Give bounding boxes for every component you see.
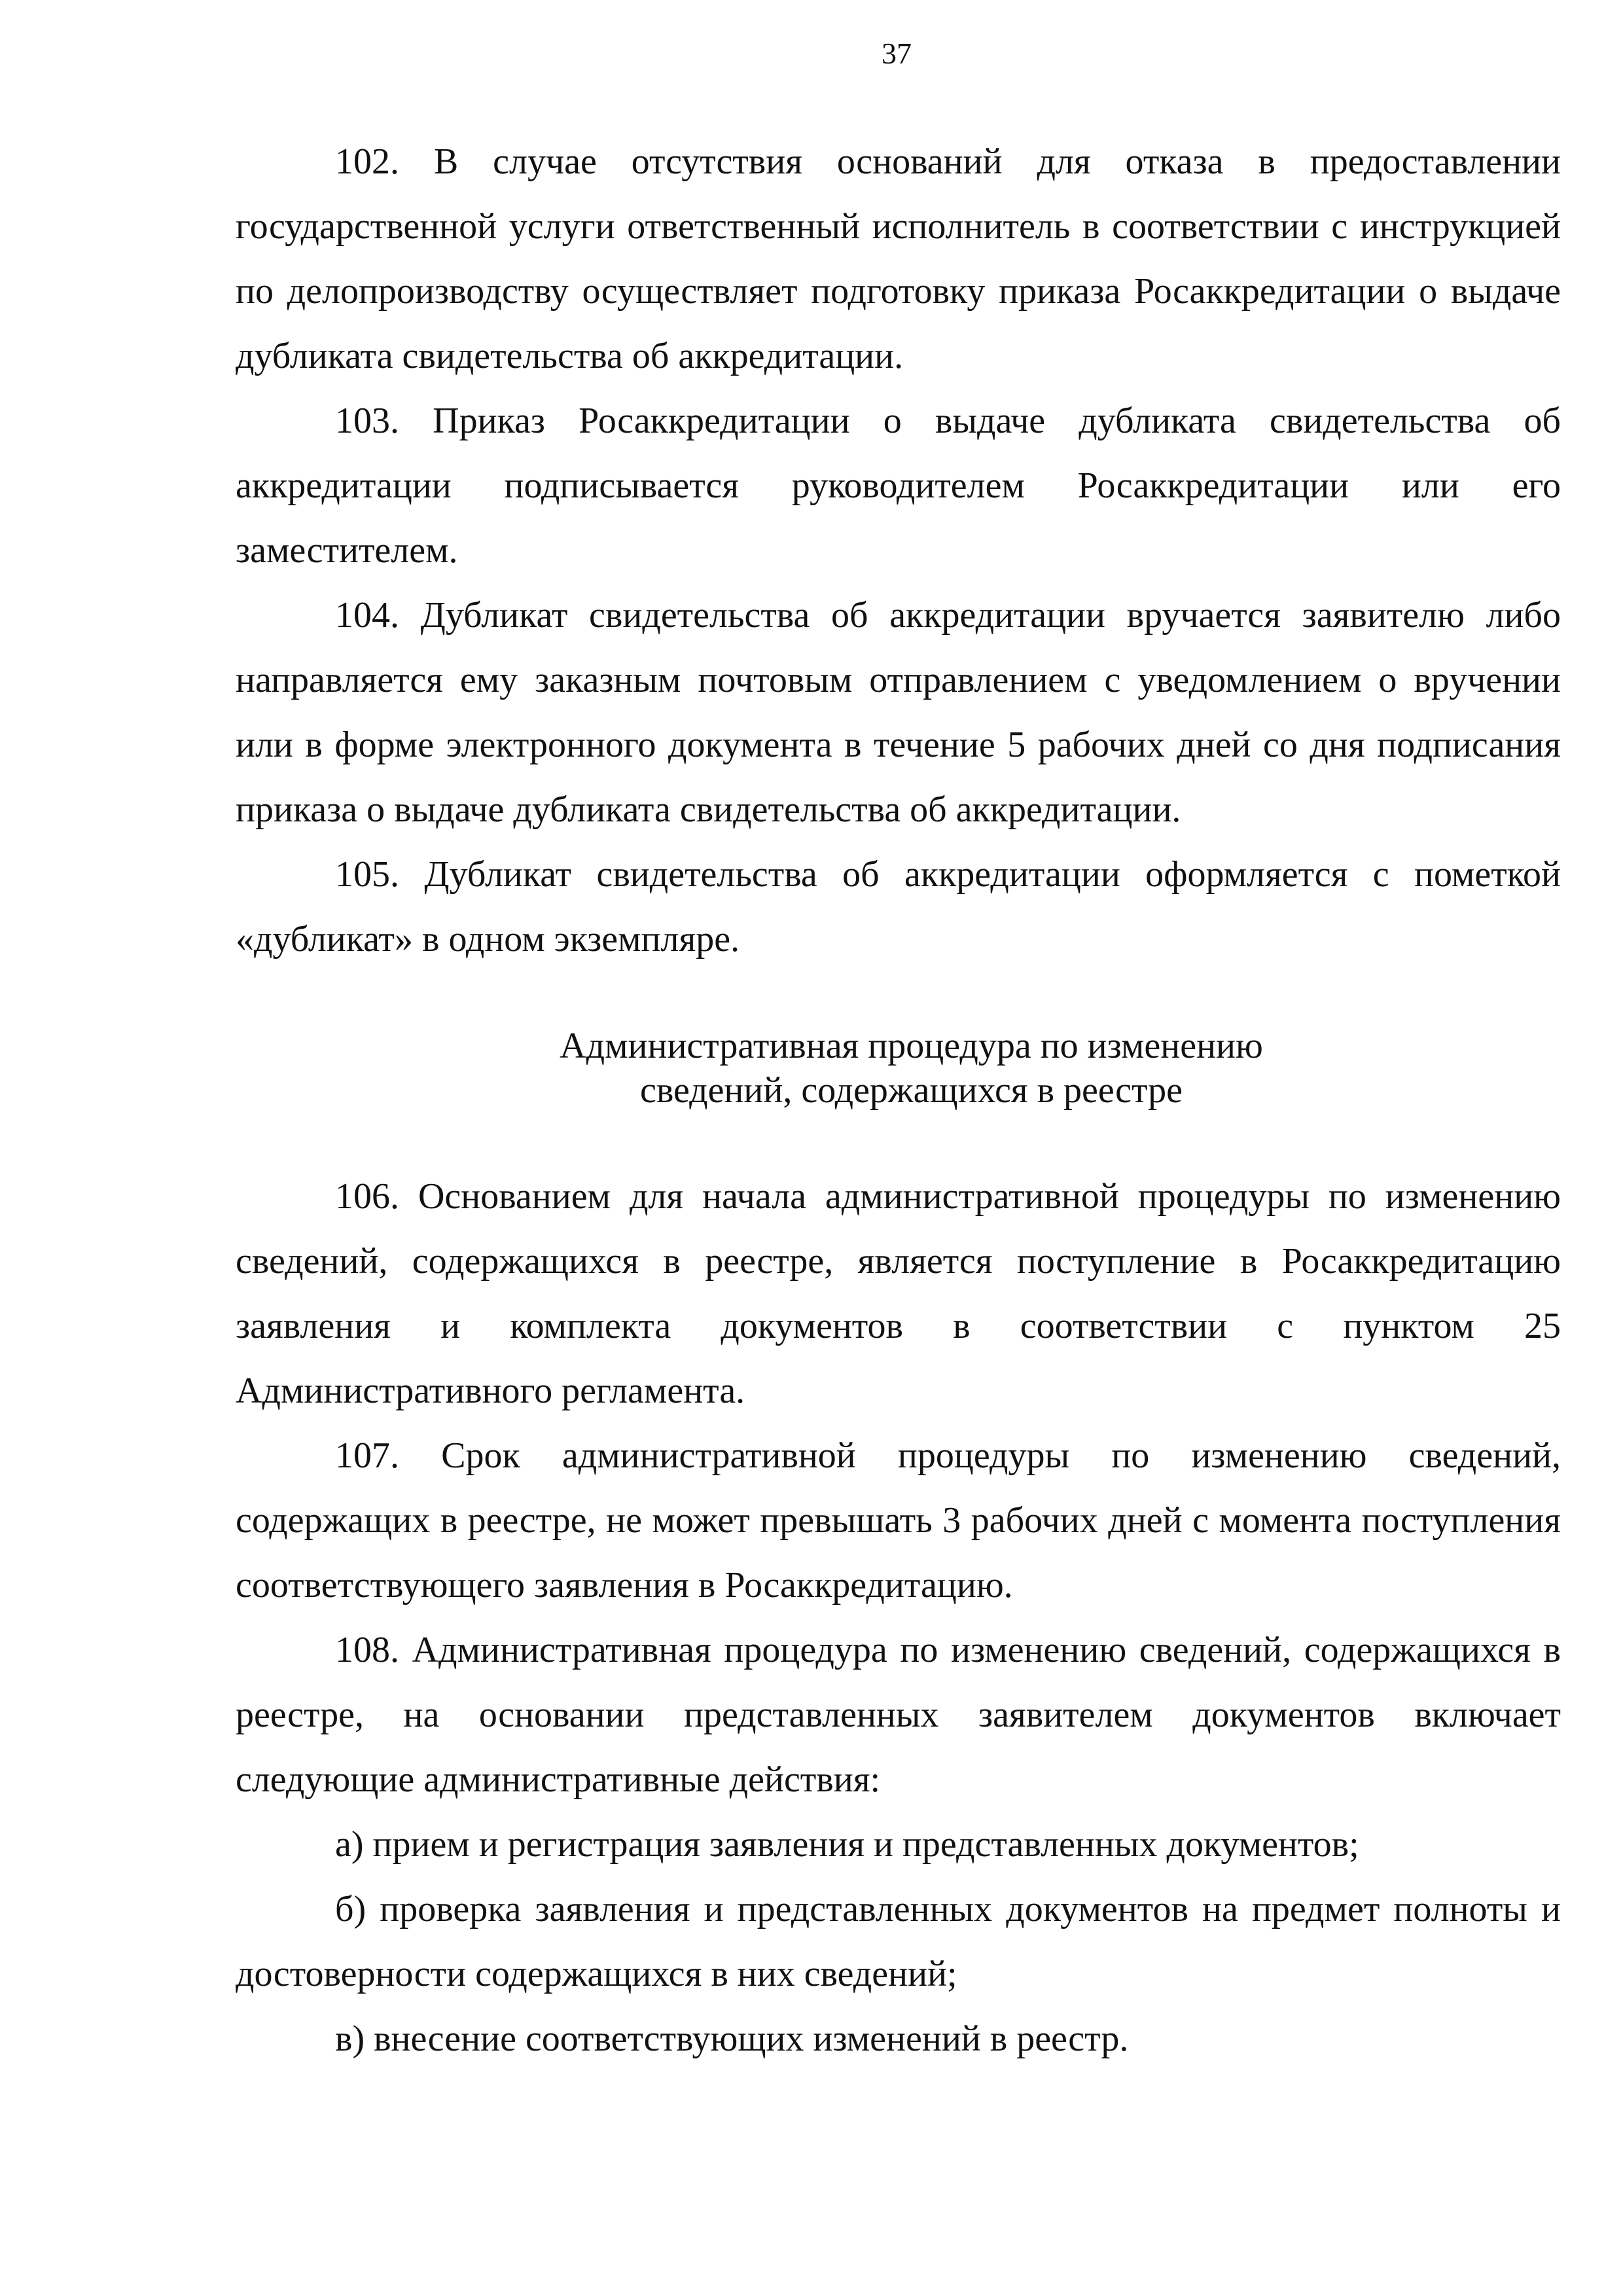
paragraph-107: 107. Срок административной процедуры по изменению сведений, содержащих в реестре, не может превышать 3 рабочих дней с момента поступления соответствующего заявления в Росаккредитацию. <box>236 1435 1561 1605</box>
section-heading-line-2: сведений, содержащихся в реестре <box>640 1070 1183 1111</box>
paragraph-104: 104. Дубликат свидетельства об аккредитации вручается заявителю либо направляется ему заказным почтовым отправлением с уведомлением о вручении или в форме электронного документа в течение 5 рабочих дней со дня подписания приказа о выдаче дубликата свидетельства об аккредитации. <box>236 595 1561 830</box>
paragraph-105: 105. Дубликат свидетельства об аккредитации оформляется с пометкой «дубликат» в одном экземпляре. <box>236 854 1561 960</box>
list-item-b: б) проверка заявления и представленных документов на предмет полноты и достоверности содержащихся в них сведений; <box>236 1889 1561 1994</box>
paragraph-103: 103. Приказ Росаккредитации о выдаче дубликата свидетельства об аккредитации подписывается руководителем Росаккредитации или его заместителем. <box>236 401 1561 571</box>
paragraph-106: 106. Основанием для начала административной процедуры по изменению сведений, содержащихся в реестре, является поступление в Росаккредитацию заявления и комплекта документов в соответствии с пунктом 25 Административного регламента. <box>236 1176 1561 1411</box>
section-heading-line-1: Административная процедура по изменению <box>560 1026 1263 1066</box>
paragraph-108: 108. Административная процедура по изменению сведений, содержащихся в реестре, на основании представленных заявителем документов включает следующие административные действия: <box>236 1630 1561 1800</box>
list-item-a: а) прием и регистрация заявления и представленных документов; <box>335 1824 1359 1865</box>
paragraph-102: 102. В случае отсутствия оснований для отказа в предоставлении государственной услуги ответственный исполнитель в соответствии с инструкцией по делопроизводству осуществляет подготовку приказа Росаккредитации о выдаче дубликата свидетельства об аккредитации. <box>236 141 1561 376</box>
section-heading <box>236 1024 1561 1113</box>
page-number: 37 <box>882 37 912 70</box>
document-body <box>236 130 1561 2072</box>
list-item-c: в) внесение соответствующих изменений в реестр. <box>335 2018 1129 2059</box>
